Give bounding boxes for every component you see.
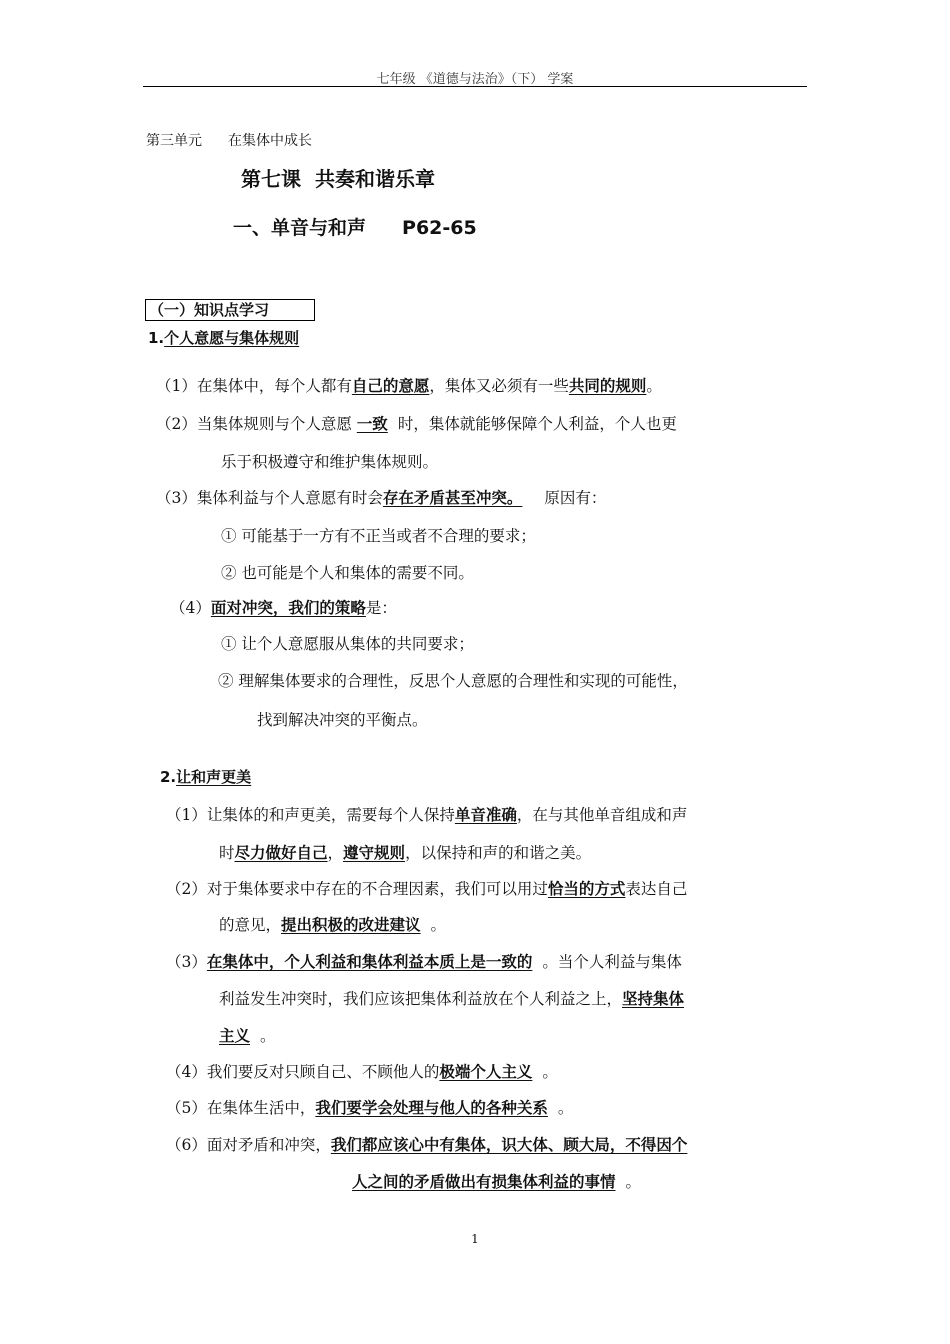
p1-key-1: 自己的意愿 — [351, 377, 430, 395]
q1-text-c: 时 — [219, 844, 235, 862]
q2-key-2: 提出积极的改进建议 — [281, 916, 421, 934]
p1-text-b: ，集体又必须有一些 — [429, 377, 569, 395]
q3-text-a: （3） — [166, 953, 207, 971]
q3-text-c: 利益发生冲突时，我们应该把集体利益放在个人利益之上， — [219, 990, 623, 1008]
q3-text-d: 。 — [260, 1027, 276, 1045]
p4-line — [170, 596, 397, 618]
p2-cont: 乐于积极遵守和维护集体规则。 — [221, 453, 439, 471]
q1-line — [166, 803, 687, 825]
knowledge-heading: （一）知识点学习 — [145, 299, 315, 321]
q4-line — [166, 1060, 558, 1082]
p2-text-b: 时，集体就能够保障个人利益，个人也更 — [397, 415, 677, 433]
q5-line — [166, 1096, 573, 1118]
p3-reason-1: ① 可能基于一方有不正当或者不合理的要求； — [221, 527, 536, 545]
q6-key-1: 我们都应该心中有集体，识大体、顾大局，不得因个 — [330, 1136, 688, 1154]
q1-key-2: 尽力做好自己 — [234, 844, 328, 862]
q6-key-2: 人之间的矛盾做出有损集体利益的事情 — [352, 1173, 616, 1191]
part1-num: 1. — [148, 329, 165, 347]
section-title — [233, 213, 477, 240]
q6-line — [166, 1133, 687, 1155]
q6-text-b: 。 — [625, 1173, 642, 1191]
unit-title: 在集体中成长 — [228, 133, 312, 149]
q4-key-1: 极端个人主义 — [439, 1063, 533, 1081]
p1-key-2: 共同的规则 — [568, 377, 647, 395]
q3-cont2 — [219, 1024, 276, 1046]
q6-cont — [352, 1170, 641, 1192]
p2-line — [156, 412, 677, 434]
q1-text-e: ，以保持和声的和谐之美。 — [405, 844, 592, 862]
p3-reason-2: ② 也可能是个人和集体的需要不同。 — [221, 564, 474, 582]
p3-text-a: （3）集体利益与个人意愿有时会 — [156, 489, 383, 507]
q1-text-d: ， — [327, 844, 344, 862]
part1-title: 个人意愿与集体规则 — [164, 329, 300, 347]
q6-text-a: （6）面对矛盾和冲突， — [166, 1136, 331, 1154]
p3-line — [156, 486, 606, 508]
q4-text-a: （4）我们要反对只顾自己、不顾他人的 — [166, 1063, 440, 1081]
part2-heading — [160, 766, 261, 787]
q2-text-a: （2）对于集体要求中存在的不合理因素，我们可以用过 — [166, 880, 548, 898]
q1-key-1: 单音准确 — [454, 806, 517, 824]
q2-cont — [219, 913, 446, 935]
page-number: 1 — [471, 1232, 479, 1246]
part1-heading — [148, 327, 309, 348]
p4-key-1: 面对冲突，我们的策略 — [210, 599, 366, 617]
lesson-label: 第七课 — [241, 167, 301, 191]
lesson-name: 共奏和谐乐章 — [315, 167, 435, 191]
q2-key-1: 恰当的方式 — [547, 880, 626, 898]
p1-text-a: （1）在集体中，每个人都有 — [156, 377, 352, 395]
q2-line — [166, 877, 687, 899]
q5-text-b: 。 — [557, 1099, 574, 1117]
p4-text-b: 是： — [365, 599, 397, 617]
p2-key-1: 一致 — [356, 415, 388, 433]
p3-text-b: 原因有： — [544, 489, 607, 507]
q3-key-1: 在集体中，个人利益和集体利益本质上是一致的 — [206, 953, 533, 971]
lesson-title — [241, 163, 435, 192]
q1-text-a: （1）让集体的和声更美，需要每个人保持 — [166, 806, 455, 824]
q2-text-d: 。 — [430, 916, 447, 934]
q1-text-b: ，在与其他单音组成和声 — [516, 806, 688, 824]
q2-text-b: 表达自己 — [625, 880, 688, 898]
q3-line — [166, 950, 682, 972]
p1-line — [156, 374, 662, 396]
p4-text-a: （4） — [170, 599, 211, 617]
q3-key-3: 主义 — [219, 1027, 251, 1045]
q5-key-1: 我们要学会处理与他人的各种关系 — [315, 1099, 548, 1117]
p4-strategy-1: ① 让个人意愿服从集体的共同要求； — [221, 635, 474, 653]
p4-strategy-2-cont: 找到解决冲突的平衡点。 — [257, 711, 428, 729]
q3-cont — [219, 987, 684, 1009]
unit-line — [146, 130, 312, 150]
part2-num: 2. — [160, 768, 177, 786]
section-pages: P62-65 — [402, 217, 477, 239]
q5-text-a: （5）在集体生活中， — [166, 1099, 316, 1117]
q3-text-b: 。当个人利益与集体 — [542, 953, 682, 971]
q1-key-3: 遵守规则 — [343, 844, 406, 862]
section-name: 一、单音与和声 — [233, 217, 367, 239]
p1-text-c: 。 — [646, 377, 662, 395]
p3-key-1: 存在矛盾甚至冲突。 — [382, 489, 523, 507]
q4-text-b: 。 — [542, 1063, 558, 1081]
page-header: 七年级 《道德与法治》（下） 学案 — [376, 72, 574, 87]
header-rule — [143, 86, 807, 87]
q1-cont — [219, 841, 591, 863]
p2-text-a: （2）当集体规则与个人意愿 — [156, 415, 357, 433]
part2-title: 让和声更美 — [176, 768, 252, 786]
p4-strategy-2: ② 理解集体要求的合理性，反思个人意愿的合理性和实现的可能性， — [218, 672, 688, 690]
q2-text-c: 的意见， — [219, 916, 282, 934]
unit-label: 第三单元 — [146, 133, 202, 149]
q3-key-2: 坚持集体 — [622, 990, 685, 1008]
